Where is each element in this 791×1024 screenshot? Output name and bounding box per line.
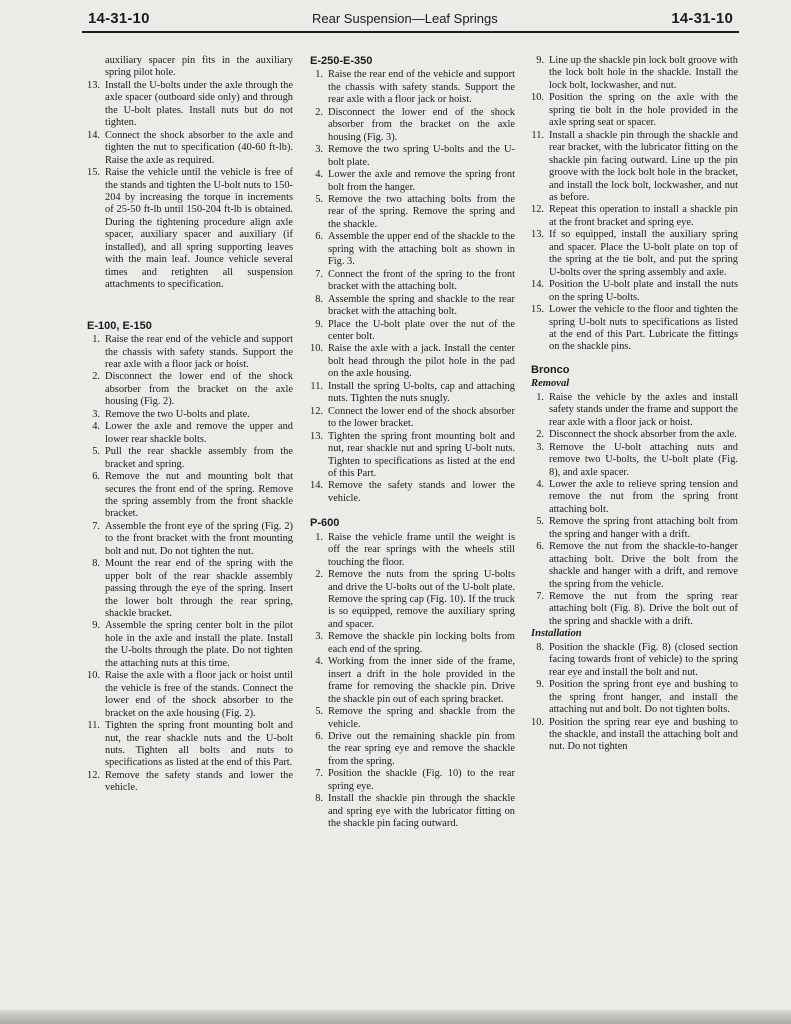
step-number: 2. <box>536 429 544 441</box>
step-number: 11. <box>310 380 323 392</box>
continued-steps-list <box>87 80 293 292</box>
step-number: 14. <box>531 279 544 291</box>
step-number: 1. <box>315 69 323 81</box>
step-text: Position the spring rear eye and bushing to the shackle, and install the attaching bolt and nut. Do not tighten <box>549 716 738 753</box>
step-number: 8. <box>92 558 100 570</box>
step-number: 9. <box>536 55 544 66</box>
step-number: 1. <box>92 334 100 346</box>
step-text: Install the spring U-bolts, cap and attaching nuts. Tighten the nuts snugly. <box>328 380 515 405</box>
step-text: Assemble the upper end of the shackle to the spring with the attaching bolt as shown in Fig. 3. <box>328 231 515 268</box>
step-number: 11. <box>87 720 100 732</box>
p600-continued-steps-list <box>531 55 738 354</box>
section-heading-e250-e350: E-250-E-350 <box>310 55 373 67</box>
step-item <box>87 558 293 620</box>
step-text: Remove the spring and shackle from the vehicle. <box>328 706 515 730</box>
page-title: Rear Suspension—Leaf Springs <box>312 11 498 26</box>
step-item <box>310 169 515 194</box>
step-item <box>87 371 293 408</box>
step-number: 9. <box>315 318 323 330</box>
step-number: 1. <box>315 531 323 543</box>
step-number: 13. <box>87 79 100 91</box>
section-heading-e100-e150: E-100, E-150 <box>87 319 152 332</box>
step-text: Remove the U-bolt attaching nuts and remove two U-bolts, the U-bolt plate (Fig. 8), and axle spacer. <box>549 441 738 478</box>
step-item <box>310 793 515 830</box>
step-number: 5. <box>315 193 323 205</box>
continued-paragraph: auxiliary spacer pin fits in the auxiliary spring pilot hole. <box>105 55 293 79</box>
step-text: Raise the vehicle until the vehicle is free of the stands and tighten the U-bolt nuts to 150-204 by increasing the torque in increments of 25-50 ft-lb until 150-204 ft-lb is obtained. During the tightening procedure align axle spacer, auxiliary spacer and auxiliary (if installed), and all spring supporting leaves with the main leaf. Jounce vehicle several times and retighten all suspension attachments to specification. <box>105 167 293 291</box>
step-text: Repeat this operation to install a shackle pin at the front bracket and spring eye. <box>549 204 738 228</box>
step-number: 1. <box>536 391 544 403</box>
step-item <box>87 471 293 521</box>
step-item <box>310 706 515 731</box>
step-item <box>87 80 293 130</box>
step-number: 15. <box>531 304 544 316</box>
step-number: 6. <box>315 231 323 243</box>
step-text: Raise the axle with a floor jack or hoist until the vehicle is free of the stands. Connect the lower end of the shock absorber to the bracket on the axle housing (Fig. 2). <box>105 670 293 719</box>
step-text: Connect the shock absorber to the axle and tighten the nut to specification (40-60 ft-lb). Raise the axle as required. <box>105 129 293 166</box>
step-item <box>310 431 515 481</box>
step-item <box>531 130 738 205</box>
step-item <box>310 269 515 294</box>
step-text: Lower the axle to relieve spring tension and remove the nut from the spring front attaching bolt. <box>549 478 738 515</box>
step-item <box>87 167 293 292</box>
step-item <box>87 334 293 371</box>
step-text: Assemble the spring and shackle to the rear bracket with the attaching bolt. <box>328 293 515 318</box>
step-text: Drive out the remaining shackle pin from the rear spring eye and remove the shackle from the spring. <box>328 731 515 767</box>
step-number: 9. <box>92 620 100 632</box>
page-header <box>0 0 791 34</box>
step-number: 7. <box>315 268 323 280</box>
e100-e150-steps-list <box>87 334 293 795</box>
step-text: Remove the two U-bolts and plate. <box>105 408 250 420</box>
page-number-right: 14-31-10 <box>671 10 733 27</box>
step-number: 4. <box>315 169 323 181</box>
page-bottom-edge <box>0 1010 791 1024</box>
step-item <box>310 343 515 380</box>
step-item <box>310 319 515 344</box>
step-text: Position the spring on the axle with the spring tie bolt in the hole provided in the axle spring seat or spacer. <box>549 92 738 129</box>
step-number: 4. <box>92 421 100 433</box>
step-number: 7. <box>315 768 323 780</box>
step-number: 14. <box>310 480 323 492</box>
step-number: 10. <box>531 92 544 104</box>
step-number: 13. <box>310 430 323 442</box>
step-number: 10. <box>531 716 544 728</box>
step-text: Raise the rear end of the vehicle and support the chassis with safety stands. Support the rear axle with a floor jack or hoist. <box>105 334 293 370</box>
step-number: 3. <box>92 408 100 420</box>
step-item <box>310 406 515 431</box>
step-text: Raise the axle with a jack. Install the center bolt head through the pilot hole in the pad on the axle housing. <box>328 343 515 380</box>
step-number: 3. <box>536 441 544 453</box>
step-item <box>531 591 738 628</box>
step-item <box>87 720 293 770</box>
step-item <box>87 130 293 167</box>
step-text: Tighten the spring front mounting bolt and nut, the rear shackle nuts and the U-bolt nuts. Tighten all bolts and nuts to specifications as listed at the end of this Part. <box>105 720 293 769</box>
step-text: Remove the nut and mounting bolt that secures the front end of the spring. Remove the spring assembly from the front shackle bracket. <box>105 471 293 520</box>
step-item <box>531 55 738 92</box>
step-number: 12. <box>531 204 544 216</box>
step-text: If so equipped, install the auxiliary spring and spacer. Place the U-bolt plate on top of the spring at the tie bolt, and put the spring U-bolts over the spring assembly and axle. <box>549 229 738 278</box>
step-number: 7. <box>92 520 100 532</box>
step-item <box>87 421 293 446</box>
step-item <box>310 381 515 406</box>
step-item <box>310 69 515 106</box>
step-text: Lower the axle and remove the spring front bolt from the hanger. <box>328 169 515 193</box>
column-3 <box>531 55 738 754</box>
step-text: Remove the safety stands and lower the vehicle. <box>105 769 293 794</box>
e250-e350-steps-list <box>310 69 515 505</box>
step-text: Assemble the front eye of the spring (Fig. 2) to the front bracket with the front mounting bolt and nut. Do not tighten the nut. <box>105 520 293 557</box>
step-number: 4. <box>315 656 323 668</box>
step-text: Remove the spring front attaching bolt from the spring and hanger with a drift. <box>549 516 738 540</box>
step-item <box>531 516 738 541</box>
step-number: 8. <box>536 641 544 653</box>
step-item <box>531 279 738 304</box>
step-item <box>531 642 738 679</box>
step-text: Tighten the spring front mounting bolt and nut, rear shackle nut and spring U-bolt nuts. Tighten to specifications as listed at the end of this Part. <box>328 430 515 479</box>
section-heading-p600: P-600 <box>310 517 340 530</box>
step-number: 15. <box>87 167 100 179</box>
removal-steps-list <box>531 392 738 629</box>
step-text: Connect the lower end of the shock absorber to the lower bracket. <box>328 405 515 430</box>
step-number: 5. <box>92 446 100 458</box>
step-text: Position the U-bolt plate and install the nuts on the spring U-bolts. <box>549 279 738 303</box>
step-item <box>87 770 293 795</box>
step-item <box>531 392 738 429</box>
step-item <box>531 204 738 229</box>
step-text: Remove the safety stands and lower the vehicle. <box>328 480 515 504</box>
step-item <box>310 731 515 768</box>
step-text: Remove the two spring U-bolts and the U-bolt plate. <box>328 144 515 168</box>
installation-steps-list <box>531 642 738 754</box>
step-number: 4. <box>536 478 544 490</box>
step-text: Connect the front of the spring to the front bracket with the attaching bolt. <box>328 268 515 293</box>
step-number: 8. <box>315 293 323 305</box>
step-item <box>531 304 738 354</box>
step-number: 10. <box>310 343 323 355</box>
step-number: 5. <box>536 516 544 528</box>
section-heading-bronco: Bronco <box>531 363 570 376</box>
p600-steps-list <box>310 532 515 831</box>
step-text: Position the shackle (Fig. 8) (closed section facing towards front of vehicle) to the spring rear eye and install the bolt and nut. <box>549 641 738 678</box>
step-text: Raise the vehicle frame until the weight is off the rear springs with the wheels still touching the floor. <box>328 531 515 568</box>
step-number: 6. <box>536 541 544 553</box>
step-text: Pull the rear shackle assembly from the bracket and spring. <box>105 446 293 470</box>
step-number: 2. <box>315 569 323 581</box>
step-item <box>310 294 515 319</box>
step-text: Assemble the spring center bolt in the pilot hole in the axle and install the plate. Install the U-bolts through the plate. Do not tighten the attaching nuts at this time. <box>105 620 293 669</box>
step-text: Remove the two attaching bolts from the rear of the spring. Remove the spring and the shackle. <box>328 193 515 230</box>
step-text: Position the spring front eye and bushing to the spring front hanger, and install the attaching nut and bolt. Do not tighten bolts. <box>549 679 738 716</box>
step-item <box>310 231 515 268</box>
step-number: 7. <box>536 591 544 603</box>
step-item <box>310 656 515 706</box>
step-item <box>310 631 515 656</box>
step-text: Raise the vehicle by the axles and install safety stands under the frame and support the rear axle with a floor jack or hoist. <box>549 391 738 428</box>
step-item <box>531 442 738 479</box>
step-text: Lower the vehicle to the floor and tighten the spring U-bolt nuts to specifications as listed at the end of this Part. Lubricate the fittings on the shackle pins. <box>549 304 738 353</box>
step-number: 6. <box>92 471 100 483</box>
step-item <box>531 92 738 129</box>
column-2 <box>310 55 515 831</box>
step-number: 12. <box>310 405 323 417</box>
step-item <box>310 569 515 631</box>
step-item <box>531 229 738 279</box>
step-text: Remove the nuts from the spring U-bolts and drive the U-bolts out of the U-bolt plate. Remove the spring cap (Fig. 10). If the truck is so equipped, remove the auxiliary spring and spacer. <box>328 569 515 630</box>
step-item <box>87 521 293 558</box>
step-item <box>531 717 738 754</box>
step-number: 3. <box>315 144 323 156</box>
step-text: Working from the inner side of the frame, insert a drift in the hole provided in the frame for removing the shackle pin. Drive the shackle pin out of each spring bracket. <box>328 656 515 705</box>
step-text: Disconnect the shock absorber from the axle. <box>549 429 737 441</box>
step-text: Lower the axle and remove the upper and lower rear shackle bolts. <box>105 421 293 445</box>
step-number: 3. <box>315 631 323 643</box>
step-item <box>531 541 738 591</box>
step-number: 11. <box>531 129 544 141</box>
step-text: Mount the rear end of the spring with the upper bolt of the rear shackle assembly passing through the eye of the spring. Insert the lower bolt through the rear spring, shackle bracket. <box>105 558 293 620</box>
step-text: Install the U-bolts under the axle through the axle spacer (outboard side only) and through the U-bolt plates. Install nuts but do not tighten. <box>105 79 293 129</box>
step-text: Place the U-bolt plate over the nut of the center bolt. <box>328 318 515 342</box>
step-item <box>310 768 515 793</box>
step-item <box>531 479 738 516</box>
step-item <box>531 429 738 441</box>
step-text: Remove the shackle pin locking bolts from each end of the spring. <box>328 631 515 655</box>
step-item <box>310 480 515 505</box>
step-item <box>87 670 293 720</box>
step-number: 5. <box>315 706 323 718</box>
step-number: 12. <box>87 769 100 781</box>
header-rule <box>82 31 739 33</box>
subheading-removal: Removal <box>531 378 570 390</box>
step-item <box>310 144 515 169</box>
step-number: 9. <box>536 679 544 691</box>
step-number: 6. <box>315 731 323 743</box>
step-number: 10. <box>87 670 100 682</box>
step-number: 13. <box>531 229 544 241</box>
step-text: Install a shackle pin through the shackle and rear bracket, with the lubricator fitting on the shackle pin facing outward. Line up the pin groove with the lock bolt hole in the bracket, and install the lock bolt, lockwasher, and nut as before. <box>549 129 738 203</box>
page-number-left: 14-31-10 <box>88 10 150 27</box>
step-item <box>87 446 293 471</box>
step-number: 2. <box>315 106 323 118</box>
step-text: Raise the rear end of the vehicle and support the chassis with safety stands. Support the rear axle with a floor jack or hoist. <box>328 69 515 106</box>
subheading-installation: Installation <box>531 628 582 640</box>
step-text: Line up the shackle pin lock bolt groove with the lock bolt hole in the shackle. Install the lock bolt, lockwasher, and nut. <box>549 55 738 91</box>
step-item <box>531 679 738 716</box>
step-item <box>310 107 515 144</box>
step-text: Disconnect the lower end of the shock absorber from the bracket on the axle housing (Fig. 3). <box>328 106 515 143</box>
step-item <box>87 409 293 421</box>
step-text: Disconnect the lower end of the shock absorber from the bracket on the axle housing (Fig. 2). <box>105 371 293 408</box>
step-text: Position the shackle (Fig. 10) to the rear spring eye. <box>328 768 515 792</box>
step-number: 8. <box>315 793 323 805</box>
step-item <box>310 194 515 231</box>
column-1 <box>87 55 293 795</box>
step-number: 14. <box>87 129 100 141</box>
step-text: Remove the nut from the shackle-to-hanger attaching bolt. Drive the bolt from the shackle and hanger with a drift, and remove the spring from the vehicle. <box>549 541 738 590</box>
step-item <box>310 532 515 569</box>
step-text: Install the shackle pin through the shackle and spring eye with the lubricator fitting on the shackle pin facing outward. <box>328 793 515 830</box>
step-number: 2. <box>92 371 100 383</box>
step-item <box>87 620 293 670</box>
step-text: Remove the nut from the spring rear attaching bolt (Fig. 8). Drive the bolt out of the spring and shackle with a drift. <box>549 591 738 627</box>
